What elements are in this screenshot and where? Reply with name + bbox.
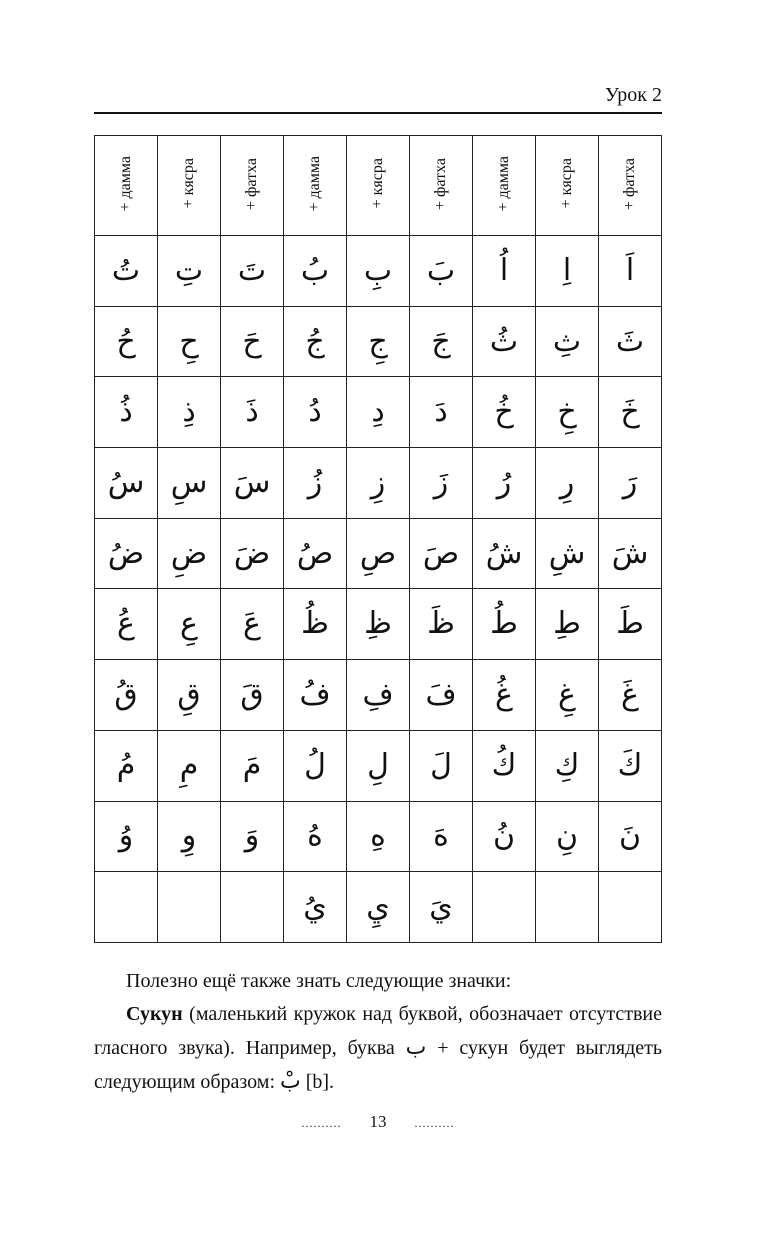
letter-cell: [410, 660, 473, 731]
arabic-letter: صُ: [296, 535, 334, 571]
arabic-letter: مِ: [179, 747, 199, 783]
arabic-letter: ظَ: [427, 606, 455, 642]
arabic-letter: شِ: [548, 535, 586, 571]
letter-cell: [536, 236, 599, 307]
arabic-letter: هِ: [370, 818, 386, 854]
letter-cell: [410, 448, 473, 519]
arabic-letter: هُ: [307, 818, 323, 854]
letter-cell: [284, 236, 347, 307]
letter-cell: [221, 872, 284, 943]
arabic-letter: اِ: [562, 252, 572, 288]
arabic-letter: قِ: [177, 676, 201, 712]
arabic-letter: وَ: [244, 818, 260, 854]
letter-cell: [536, 518, 599, 589]
table-row: [95, 660, 662, 731]
letter-cell: [473, 518, 536, 589]
arabic-letter: جَ: [431, 323, 451, 359]
vowel-header-cell: [158, 136, 221, 236]
arabic-letter: عُ: [117, 606, 135, 642]
arabic-letter: فِ: [362, 676, 394, 712]
letter-cell: [599, 448, 662, 519]
letter-cell: [221, 306, 284, 377]
letter-cell: [221, 589, 284, 660]
sukun-term: Сукун: [126, 1003, 183, 1025]
arabic-letter: شُ: [485, 535, 523, 571]
letter-cell: [284, 872, 347, 943]
letter-cell: [158, 448, 221, 519]
page-footer: [94, 1112, 662, 1132]
vowel-header-cell: [221, 136, 284, 236]
arabic-letter: ثُ: [489, 323, 519, 359]
arabic-letter: نَ: [618, 818, 642, 854]
vowel-header-label: + фатха: [243, 157, 260, 210]
arabic-letter: يَ: [429, 889, 453, 925]
letter-cell: [284, 801, 347, 872]
vowel-header-label: + кясра: [180, 158, 197, 209]
letter-cell: [473, 801, 536, 872]
arabic-letter: سُ: [107, 464, 145, 500]
arabic-letter: اَ: [625, 252, 635, 288]
letter-cell: [95, 236, 158, 307]
arabic-letter: تَ: [237, 252, 267, 288]
arabic-letter: دَ: [434, 394, 448, 430]
arabic-letter: فَ: [425, 676, 457, 712]
table-row: [95, 377, 662, 448]
letter-cell: [473, 236, 536, 307]
letter-cell: [347, 306, 410, 377]
letter-cell: [221, 377, 284, 448]
arabic-letter: كَ: [617, 747, 643, 783]
alphabet-table: [94, 135, 662, 943]
letter-cell: [221, 801, 284, 872]
letter-cell: [410, 872, 473, 943]
letter-cell: [221, 236, 284, 307]
arabic-letter: ذَ: [245, 394, 259, 430]
arabic-letter: شَ: [611, 535, 649, 571]
arabic-letter: رِ: [559, 464, 575, 500]
arabic-letter: حُ: [116, 323, 136, 359]
arabic-letter: يِ: [366, 889, 390, 925]
letter-cell: [473, 377, 536, 448]
letter-cell: [410, 518, 473, 589]
arabic-letter: تُ: [111, 252, 141, 288]
letter-cell: [473, 589, 536, 660]
vowel-header-cell: [284, 136, 347, 236]
sukun-desc-c: [b].: [300, 1071, 335, 1093]
letter-cell: [599, 801, 662, 872]
letter-cell: [410, 801, 473, 872]
letter-cell: [536, 306, 599, 377]
arabic-letter: عَ: [243, 606, 261, 642]
vowel-header-label: + дамма: [306, 155, 323, 212]
arabic-letter: مَ: [242, 747, 262, 783]
arabic-letter: طَ: [616, 606, 644, 642]
table-row: [95, 306, 662, 377]
letter-cell: [158, 660, 221, 731]
vowel-header-cell: [536, 136, 599, 236]
arabic-letter: ذُ: [119, 394, 133, 430]
paragraph-sukun: [94, 998, 662, 1099]
arabic-letter: غِ: [558, 676, 576, 712]
table-row: [95, 448, 662, 519]
vowel-header-cell: [410, 136, 473, 236]
vowel-header-label: + дамма: [117, 155, 134, 212]
arabic-letter: ثَ: [615, 323, 645, 359]
letter-cell: [95, 801, 158, 872]
letter-cell: [599, 730, 662, 801]
arabic-letter: طِ: [553, 606, 581, 642]
letter-cell: [95, 306, 158, 377]
table-row: [95, 872, 662, 943]
letter-cell: [221, 730, 284, 801]
arabic-letter: ظِ: [364, 606, 392, 642]
arabic-letter: خُ: [494, 394, 514, 430]
arabic-letter: رَ: [622, 464, 638, 500]
arabic-letter: دِ: [371, 394, 385, 430]
arabic-letter: لِ: [367, 747, 389, 783]
alphabet-table-body: [95, 136, 662, 943]
table-row: [95, 589, 662, 660]
arabic-letter: ضُ: [107, 535, 145, 571]
footer-dots-right: ..........: [414, 1115, 455, 1130]
letter-cell: [284, 589, 347, 660]
letter-cell: [347, 660, 410, 731]
arabic-letter: رُ: [496, 464, 512, 500]
letter-cell: [95, 872, 158, 943]
letter-cell: [95, 660, 158, 731]
letter-cell: [347, 872, 410, 943]
lesson-title: Урок 2: [604, 84, 662, 106]
letter-cell: [221, 660, 284, 731]
table-header-row: [95, 136, 662, 236]
letter-cell: [347, 377, 410, 448]
vowel-header-label: + дамма: [495, 155, 512, 212]
arabic-letter: سِ: [170, 464, 208, 500]
arabic-letter: وِ: [181, 818, 197, 854]
letter-ba-sukun: بْ: [280, 1069, 301, 1094]
letter-cell: [158, 730, 221, 801]
letter-cell: [599, 377, 662, 448]
arabic-letter: كِ: [554, 747, 580, 783]
arabic-letter: سَ: [233, 464, 271, 500]
arabic-letter: خَ: [620, 394, 640, 430]
arabic-letter: يُ: [303, 889, 327, 925]
paragraph-intro: [94, 965, 662, 998]
letter-cell: [599, 872, 662, 943]
letter-cell: [284, 730, 347, 801]
arabic-letter: زِ: [370, 464, 386, 500]
arabic-letter: جُ: [305, 323, 325, 359]
letter-cell: [95, 377, 158, 448]
arabic-letter: خِ: [557, 394, 577, 430]
letter-cell: [536, 730, 599, 801]
paragraph-intro-text: Полезно ещё также знать следующие значки:: [126, 970, 512, 992]
letter-cell: [599, 306, 662, 377]
arabic-letter: ضَ: [233, 535, 271, 571]
letter-cell: [95, 448, 158, 519]
letter-cell: [347, 518, 410, 589]
letter-cell: [347, 730, 410, 801]
page-number: 13: [369, 1112, 387, 1131]
arabic-letter: صِ: [359, 535, 397, 571]
letter-cell: [599, 660, 662, 731]
letter-cell: [473, 306, 536, 377]
letter-cell: [158, 518, 221, 589]
letter-cell: [410, 589, 473, 660]
letter-cell: [347, 801, 410, 872]
arabic-letter: نِ: [555, 818, 579, 854]
letter-cell: [599, 236, 662, 307]
arabic-letter: قَ: [240, 676, 264, 712]
arabic-letter: قُ: [114, 676, 138, 712]
arabic-letter: لَ: [430, 747, 452, 783]
letter-cell: [158, 306, 221, 377]
arabic-letter: ثِ: [552, 323, 582, 359]
letter-cell: [410, 730, 473, 801]
table-row: [95, 518, 662, 589]
arabic-letter: بِ: [363, 252, 393, 288]
arabic-letter: غَ: [621, 676, 639, 712]
letter-cell: [284, 306, 347, 377]
letter-cell: [95, 518, 158, 589]
arabic-letter: صَ: [422, 535, 460, 571]
letter-cell: [473, 660, 536, 731]
arabic-letter: تِ: [174, 252, 204, 288]
table-row: [95, 801, 662, 872]
arabic-letter: زُ: [307, 464, 323, 500]
arabic-letter: زَ: [433, 464, 449, 500]
arabic-letter: نُ: [492, 818, 516, 854]
letter-cell: [410, 377, 473, 448]
letter-cell: [284, 448, 347, 519]
letter-cell: [599, 518, 662, 589]
letter-cell: [284, 518, 347, 589]
sukun-desc-a: (маленький кружок над буквой, обозначает отсутствие гласного звука). Например, буква: [94, 1003, 662, 1059]
arabic-letter: هَ: [433, 818, 449, 854]
letter-cell: [158, 236, 221, 307]
arabic-letter: ظُ: [301, 606, 329, 642]
letter-cell: [347, 236, 410, 307]
letter-cell: [473, 730, 536, 801]
letter-cell: [221, 518, 284, 589]
letter-cell: [536, 377, 599, 448]
sukun-desc-b: + сукун будет выглядеть следующим образом:: [94, 1037, 663, 1093]
header-rule: [94, 112, 662, 114]
footer-dots-left: ..........: [301, 1115, 342, 1130]
arabic-letter: بُ: [300, 252, 330, 288]
arabic-letter: مُ: [116, 747, 136, 783]
arabic-letter: بَ: [426, 252, 456, 288]
vowel-header-label: + кясра: [369, 158, 386, 209]
table-row: [95, 236, 662, 307]
vowel-header-label: + кясра: [558, 158, 575, 209]
lesson-header: [94, 84, 662, 110]
arabic-letter: دُ: [308, 394, 322, 430]
arabic-letter: حَ: [242, 323, 262, 359]
letter-cell: [158, 872, 221, 943]
letter-cell: [536, 448, 599, 519]
arabic-letter: طُ: [490, 606, 518, 642]
arabic-letter: وُ: [118, 818, 134, 854]
letter-cell: [95, 589, 158, 660]
letter-cell: [95, 730, 158, 801]
letter-cell: [158, 377, 221, 448]
letter-cell: [347, 589, 410, 660]
letter-cell: [158, 589, 221, 660]
letter-cell: [599, 589, 662, 660]
vowel-header-cell: [95, 136, 158, 236]
arabic-letter: عِ: [180, 606, 198, 642]
letter-cell: [410, 236, 473, 307]
vowel-header-label: + фатха: [621, 157, 638, 210]
arabic-letter: جِ: [368, 323, 388, 359]
arabic-letter: ضِ: [170, 535, 208, 571]
letter-cell: [347, 448, 410, 519]
letter-cell: [410, 306, 473, 377]
letter-cell: [473, 448, 536, 519]
vowel-header-cell: [347, 136, 410, 236]
letter-cell: [473, 872, 536, 943]
letter-cell: [158, 801, 221, 872]
letter-cell: [536, 589, 599, 660]
vowel-header-cell: [473, 136, 536, 236]
arabic-letter: كُ: [491, 747, 517, 783]
letter-cell: [536, 801, 599, 872]
arabic-letter: لُ: [304, 747, 326, 783]
letter-cell: [284, 377, 347, 448]
arabic-letter: فُ: [299, 676, 331, 712]
letter-cell: [536, 872, 599, 943]
letter-cell: [536, 660, 599, 731]
vowel-header-cell: [599, 136, 662, 236]
arabic-letter: حِ: [179, 323, 199, 359]
table-row: [95, 730, 662, 801]
arabic-letter: ذِ: [182, 394, 196, 430]
letter-ba: ب: [405, 1035, 427, 1060]
letter-cell: [284, 660, 347, 731]
vowel-header-label: + фатха: [432, 157, 449, 210]
letter-cell: [221, 448, 284, 519]
arabic-letter: اُ: [499, 252, 509, 288]
arabic-letter: غُ: [495, 676, 513, 712]
